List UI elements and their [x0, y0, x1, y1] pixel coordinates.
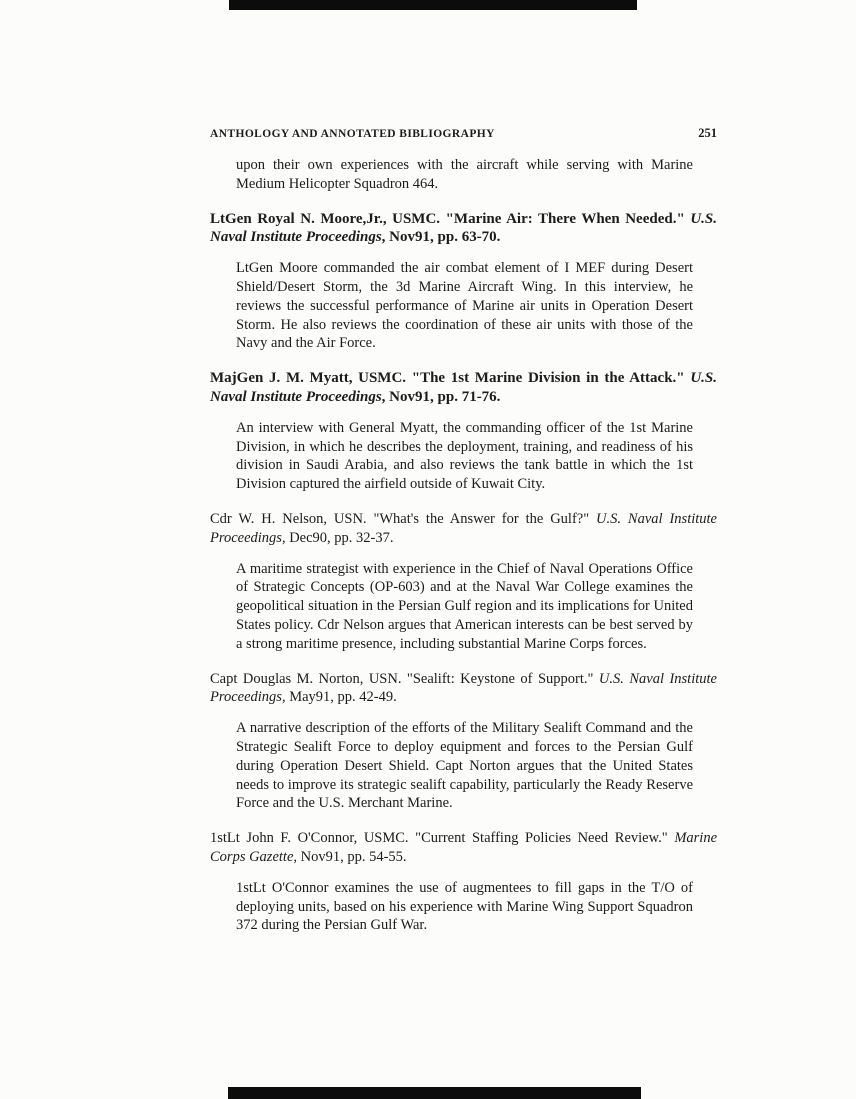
- citation: [210, 670, 717, 708]
- citation-text: MajGen J. M. Myatt, USMC. "The 1st Marine Division in the Attack.": [210, 370, 691, 387]
- citation-pages: , Dec90, pp. 32-37.: [281, 529, 394, 546]
- citation-pages: , Nov91, pp. 63-70.: [381, 229, 501, 246]
- continuation-paragraph: upon their own experiences with the aircraft while serving with Marine Medium Helicopter Squadron 464.: [236, 157, 693, 192]
- citation-text: Capt Douglas M. Norton, USN. "Sealift: Keystone of Support.": [210, 670, 599, 687]
- annotation: 1stLt O'Connor examines the use of augmentees to fill gaps in the T/O of deploying units, based on his experience with Marine Wing Support Squadron 372 during the Persian Gulf War.: [236, 879, 693, 934]
- citation-text: 1stLt John F. O'Connor, USMC. "Current Staffing Policies Need Review.": [210, 830, 675, 847]
- citation: [210, 829, 717, 867]
- page-number: 251: [698, 126, 717, 140]
- journal-title: U.S. Naval Institute Proceedings: [210, 670, 717, 706]
- journal-title: Marine Corps Gazette: [210, 830, 717, 865]
- annotation: A narrative description of the efforts of the Military Sealift Command and the Strategic Sealift Force to deploy equipment and forces to the Persian Gulf during Operation Desert Shield. Capt Norton argues that the United States needs to improve its strategic sealift capability, particularly the Ready Reserve Force and the U.S. Merchant Marine.: [236, 720, 693, 812]
- annotation: LtGen Moore commanded the air combat element of I MEF during Desert Shield/Desert Storm, the 3d Marine Aircraft Wing. In this interview, he reviews the successful performance of Marine air units in Operation Desert Storm. He also reviews the coordination of these air units with those of the Navy and the Air Force.: [236, 260, 693, 352]
- annotation: An interview with General Myatt, the commanding officer of the 1st Marine Division, in which he describes the deployment, training, and readiness of his division in Saudi Arabia, and also reviews the tank battle in which the 1st Division captured the airfield outside of Kuwait City.: [236, 419, 693, 493]
- bibliography-entry-oconnor: [210, 829, 717, 935]
- citation: [210, 369, 717, 407]
- journal-title: U.S. Naval Institute Proceedings: [210, 370, 717, 405]
- scan-artifact-bar-bottom: [228, 1087, 641, 1099]
- running-header-title: ANTHOLOGY AND ANNOTATED BIBLIOGRAPHY: [210, 128, 495, 140]
- citation: [210, 510, 717, 548]
- annotation: A maritime strategist with experience in the Chief of Naval Operations Office of Strategic Concepts (OP-603) and at the Naval War College examines the geopolitical situation in the Persian Gulf region and its implications for United States policy. Cdr Nelson argues that American interests can be best served by a strong maritime presence, including substantial Marine Corps forces.: [236, 560, 693, 652]
- bibliography-entry-norton: [210, 670, 717, 814]
- page-header: [210, 126, 717, 141]
- bibliography-entry-nelson: [210, 510, 717, 654]
- bibliography-entry-myatt: [210, 369, 717, 494]
- citation-text: Cdr W. H. Nelson, USN. "What's the Answer for the Gulf?": [210, 510, 597, 527]
- journal-title: U.S. Naval Institute Proceedings: [210, 210, 717, 246]
- journal-title: U.S. Naval Institute Proceedings: [210, 510, 717, 546]
- bibliography-entry-moore: [210, 210, 717, 354]
- citation: [210, 210, 717, 248]
- page-content: [210, 126, 717, 935]
- citation-pages: , Nov91, pp. 54-55.: [293, 848, 407, 865]
- scan-artifact-bar-top: [229, 0, 637, 10]
- citation-pages: , Nov91, pp. 71-76.: [381, 388, 501, 405]
- citation-pages: , May91, pp. 42-49.: [281, 689, 397, 706]
- citation-text: LtGen Royal N. Moore,Jr., USMC. "Marine Air: There When Needed.": [210, 210, 691, 227]
